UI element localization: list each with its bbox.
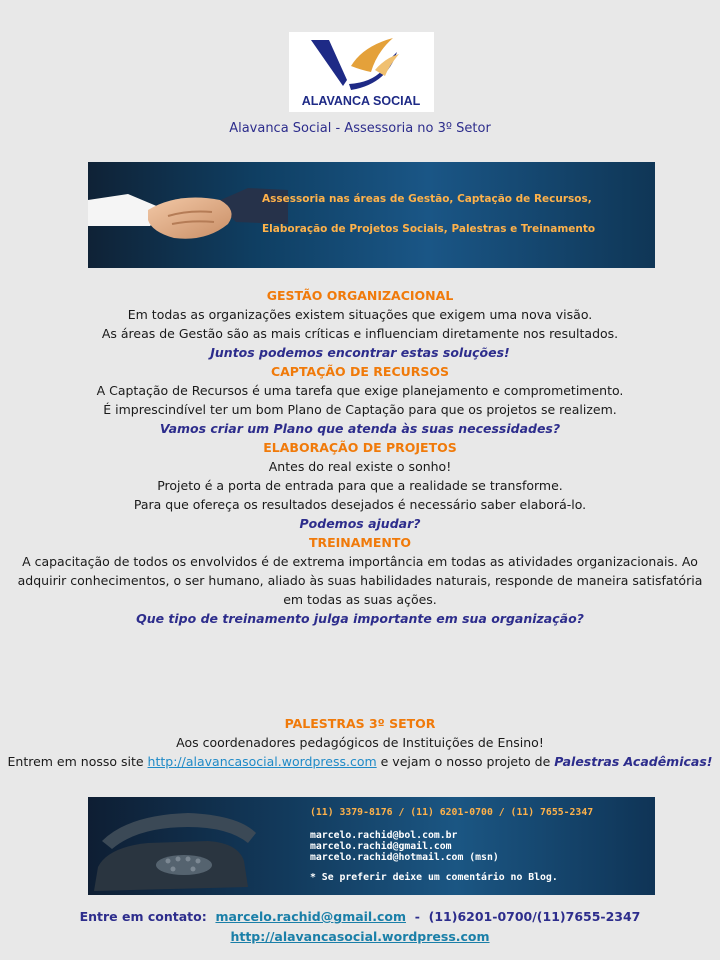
footer-label: Entre em contato: <box>79 909 207 924</box>
handshake-icon <box>88 162 288 268</box>
contact-email-3: marcelo.rachid@hotmail.com (msn) <box>310 852 499 863</box>
gestao-paragraph-2: As áreas de Gestão são as mais críticas e influenciam diretamente nos resultados. <box>101 326 619 341</box>
section-heading-captacao: CAPTAÇÃO DE RECURSOS <box>270 364 450 379</box>
palestras-paragraph-2 <box>0 752 720 771</box>
palestras-section <box>0 714 720 771</box>
footer-email-link[interactable]: marcelo.rachid@gmail.com <box>215 909 406 924</box>
gestao-paragraph-1: Em todas as organizações existem situações que exigem uma nova visão. <box>127 307 593 322</box>
captacao-paragraph-2: É imprescindível ter um bom Plano de Captação para que os projetos se realizem. <box>103 402 617 417</box>
section-heading-gestao: GESTÃO ORGANIZACIONAL <box>266 288 454 303</box>
telephone-icon <box>88 797 288 895</box>
captacao-call-to-action: Vamos criar um Plano que atenda às suas necessidades? <box>159 421 561 436</box>
services-sections <box>0 286 720 628</box>
palestras-academicas-text: Palestras Acadêmicas! <box>554 754 713 769</box>
footer-phones: (11)6201-0700/(11)7655-2347 <box>428 909 641 924</box>
page-subtitle: Alavanca Social - Assessoria no 3º Setor <box>229 121 491 136</box>
treinamento-call-to-action: Que tipo de treinamento julga importante em sua organização? <box>136 611 584 626</box>
alavanca-social-logo <box>289 32 434 112</box>
palestras-text-after-link: e vejam o nosso projeto de <box>376 754 555 769</box>
banner-line-1: Assessoria nas áreas de Gestão, Captação de Recursos, <box>262 193 592 205</box>
contact-phones: (11) 3379-8176 / (11) 6201-0700 / (11) 7655-2347 <box>310 807 594 818</box>
gestao-call-to-action: Juntos podemos encontrar estas soluções! <box>210 345 510 360</box>
palestras-paragraph-1: Aos coordenadores pedagógicos de Instituições de Ensino! <box>176 735 544 750</box>
footer-contact-line <box>0 907 720 927</box>
palestras-text-before-link: Entrem em nosso site <box>7 754 148 769</box>
section-heading-elaboracao: ELABORAÇÃO DE PROJETOS <box>263 440 457 455</box>
contact-email-1: marcelo.rachid@bol.com.br <box>310 830 458 841</box>
footer-separator: - <box>414 909 420 924</box>
site-link[interactable]: http://alavancasocial.wordpress.com <box>147 754 377 769</box>
captacao-paragraph-1: A Captação de Recursos é uma tarefa que exige planejamento e comprometimento. <box>96 383 624 398</box>
elaboracao-paragraph-2: Projeto é a porta de entrada para que a realidade se transforme. <box>157 478 563 493</box>
elaboracao-paragraph-1: Antes do real existe o sonho! <box>268 459 452 474</box>
logo-text: ALAVANCA SOCIAL <box>301 94 421 108</box>
section-heading-palestras: PALESTRAS 3º SETOR <box>284 716 436 731</box>
elaboracao-paragraph-3: Para que ofereça os resultados desejados é necessário saber elaborá-lo. <box>133 497 587 512</box>
section-heading-treinamento: TREINAMENTO <box>308 535 412 550</box>
footer-site-link[interactable]: http://alavancasocial.wordpress.com <box>230 929 490 944</box>
services-banner <box>88 162 655 268</box>
contact-banner <box>88 797 655 895</box>
elaboracao-call-to-action: Podemos ajudar? <box>299 516 421 531</box>
footer <box>0 907 720 947</box>
contact-email-2: marcelo.rachid@gmail.com <box>310 841 452 852</box>
banner-line-2: Elaboração de Projetos Sociais, Palestras e Treinamento <box>262 223 596 235</box>
treinamento-paragraph: A capacitação de todos os envolvidos é de extrema importância em todas as atividades organizacionais. Ao adquirir conhecimentos, o ser humano, aliado às suas habilidades naturais, responde de maneira satisfatória em todas as suas ações. <box>17 554 703 607</box>
contact-note: * Se preferir deixe um comentário no Blog. <box>310 872 558 883</box>
